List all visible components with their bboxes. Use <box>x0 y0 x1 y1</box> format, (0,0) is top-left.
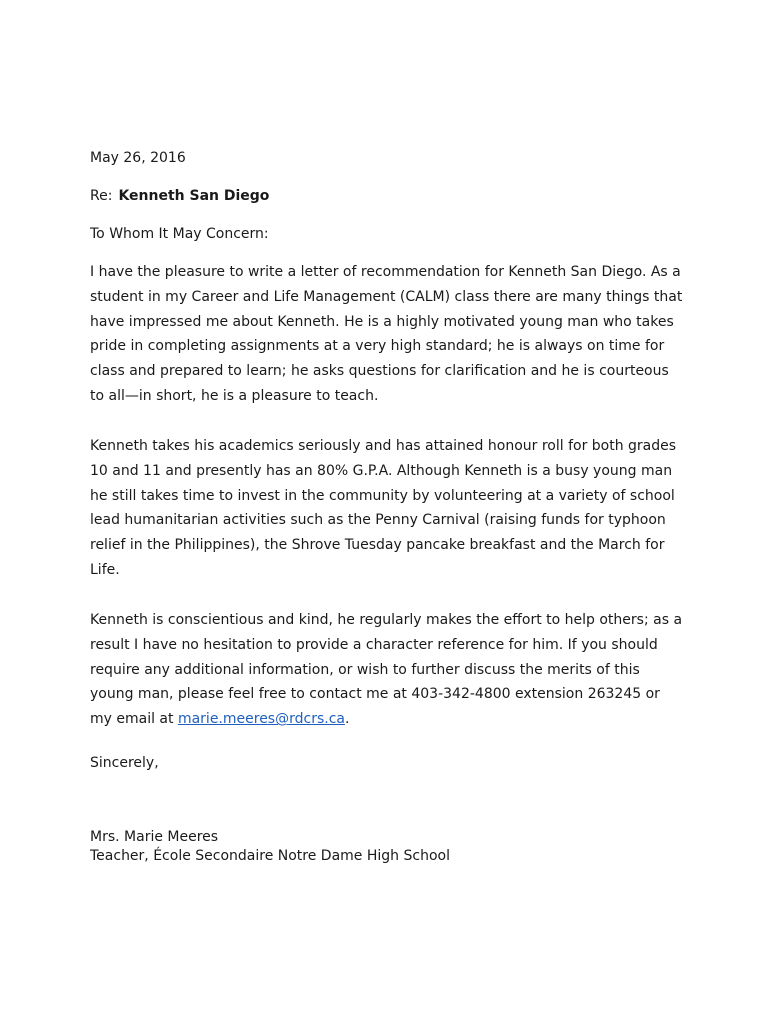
email-suffix: . <box>344 711 350 728</box>
paragraph-line: relief in the Philippines), the Shrove Tuesday pancake breakfast and the March for <box>90 537 665 554</box>
salutation: To Whom It May Concern: <box>90 226 269 242</box>
paragraph-line: I have the pleasure to write a letter of recommendation for Kenneth San Diego. As a <box>90 264 681 280</box>
paragraph-2 <box>90 434 690 583</box>
paragraph-3 <box>90 608 690 732</box>
paragraph-line-email <box>90 707 690 732</box>
email-link[interactable]: marie.meeres@rdcrs.ca <box>177 711 345 728</box>
paragraph-line: class and prepared to learn; he asks questions for clarification and he is courteous <box>90 363 669 380</box>
re-name: Kenneth San Diego <box>118 188 270 204</box>
paragraph-line: lead humanitarian activities such as the Penny Carnival (raising funds for typhoon <box>90 512 666 529</box>
letter-date: May 26, 2016 <box>90 150 186 166</box>
paragraph-line: Kenneth takes his academics seriously and has attained honour roll for both grades <box>90 438 677 454</box>
paragraph-line: to all—in short, he is a pleasure to teach. <box>90 387 379 404</box>
subject-line <box>90 184 690 209</box>
email-prefix: my email at <box>90 711 178 728</box>
paragraph-line: Kenneth is conscientious and kind, he regularly makes the effort to help others; as a <box>90 612 683 628</box>
paragraph-line: he still takes time to invest in the community by volunteering at a variety of school <box>90 487 675 504</box>
paragraph-line: have impressed me about Kenneth. He is a highly motivated young man who takes <box>90 313 674 330</box>
paragraph-line: Life. <box>90 561 120 578</box>
re-label: Re: <box>90 188 113 204</box>
closing: Sincerely, <box>90 755 159 771</box>
paragraph-line: young man, please feel free to contact me at 403-342-4800 extension 263245 or <box>90 686 660 703</box>
paragraph-line: 10 and 11 and presently has an 80% G.P.A. Although Kenneth is a busy young man <box>90 462 673 479</box>
paragraph-1 <box>90 260 690 409</box>
paragraph-line: require any additional information, or wish to further discuss the merits of this <box>90 661 640 678</box>
signature-title: Teacher, École Secondaire Notre Dame High School <box>90 848 450 864</box>
paragraph-line: pride in completing assignments at a very high standard; he is always on time for <box>90 338 665 355</box>
paragraph-line: student in my Career and Life Management (CALM) class there are many things that <box>90 288 683 305</box>
signature-name: Mrs. Marie Meeres <box>90 829 219 845</box>
paragraph-line: result I have no hesitation to provide a character reference for him. If you should <box>90 636 658 653</box>
